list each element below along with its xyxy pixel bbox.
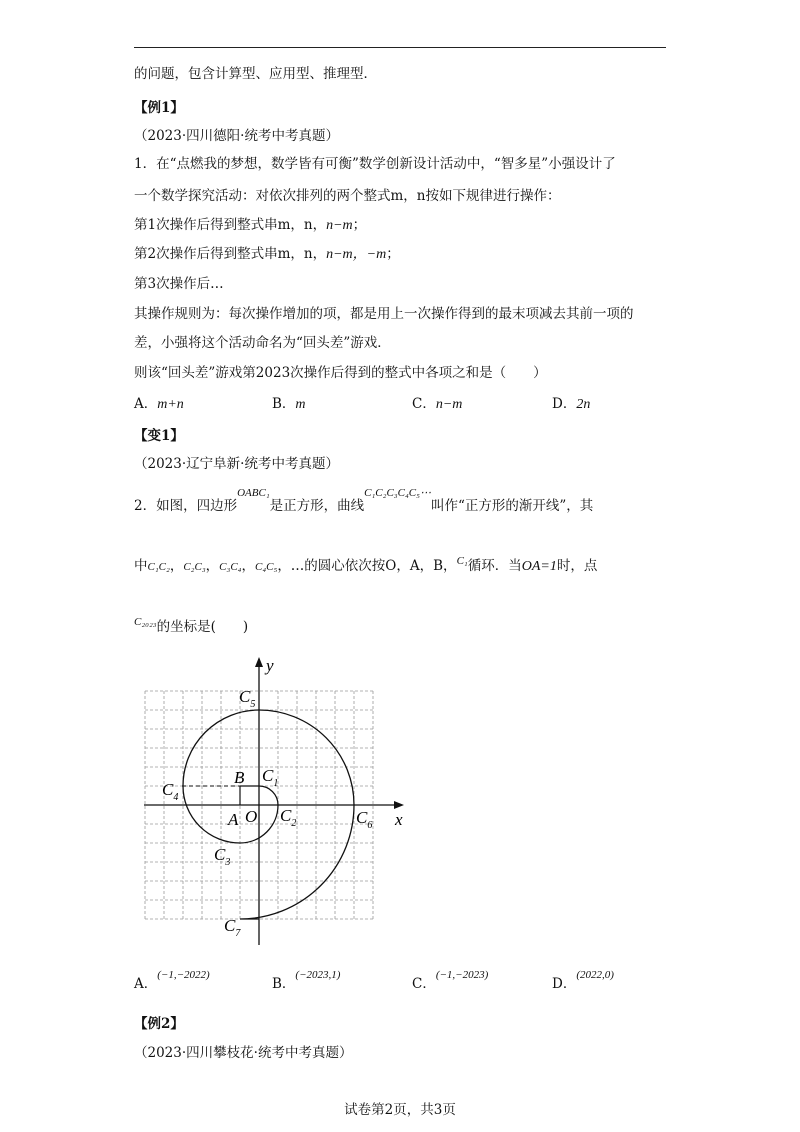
option-label: A． bbox=[134, 976, 158, 992]
q-suffix: 叫作“正方形的渐开线”，其 bbox=[430, 498, 594, 514]
option-label: C． bbox=[412, 396, 436, 412]
target-point: C₂₀₂₃ bbox=[134, 616, 157, 628]
variant1-option-b bbox=[272, 962, 341, 992]
example1-question-line2: 一个数学探究活动：对依次排列的两个整式m，n按如下规律进行操作： bbox=[134, 188, 561, 204]
label-c4: $C_4$ bbox=[162, 780, 179, 803]
page-footer: 试卷第2页，共3页 bbox=[344, 1102, 456, 1118]
q-mid: 是正方形，曲线 bbox=[269, 498, 365, 514]
example1-source: （2023·四川德阳·统考中考真题） bbox=[134, 128, 339, 144]
target-suffix: 的坐标是( ) bbox=[156, 619, 249, 635]
step1-suffix: ； bbox=[352, 217, 367, 233]
y-axis-arrow bbox=[255, 657, 263, 667]
option-value: 2n bbox=[576, 397, 591, 412]
intro-line: 的问题，包含计算型、应用型、推理型． bbox=[134, 66, 377, 82]
involute-figure bbox=[134, 655, 404, 945]
example1-ask: 则该“回头差”游戏第2023次操作后得到的整式中各项之和是（ ） bbox=[134, 365, 547, 381]
arc-c4c5: C₄C₅ bbox=[254, 561, 278, 573]
step1-math: n−m bbox=[326, 218, 353, 233]
option-value: m+n bbox=[157, 397, 184, 412]
cycle-text: 循环．当 bbox=[467, 558, 522, 574]
arc-c1c2: C₁C₂ bbox=[147, 561, 170, 573]
example1-rule-line1: 其操作规则为：每次操作增加的项，都是用上一次操作得到的最末项减去其前一项的 bbox=[134, 306, 634, 322]
option-value: n−m bbox=[435, 397, 463, 412]
header-rule bbox=[134, 47, 666, 48]
label-a: A bbox=[228, 810, 239, 829]
step2-suffix: ； bbox=[386, 246, 400, 262]
example1-option-d bbox=[552, 392, 590, 413]
label-b: B bbox=[234, 768, 245, 787]
label-c5: $C_5$ bbox=[239, 687, 256, 710]
arc-c3c4: C₃C₄ bbox=[219, 561, 242, 573]
label-c7: $C_7$ bbox=[224, 916, 241, 939]
y-axis-label: y bbox=[266, 656, 274, 675]
step2-math: n−m，−m bbox=[326, 247, 387, 262]
option-value: m bbox=[295, 397, 306, 412]
c1-symbol: C₁ bbox=[456, 555, 468, 567]
step2-prefix: 第2次操作后得到整式串m，n， bbox=[134, 246, 327, 262]
variant1-option-c bbox=[412, 962, 489, 992]
example1-rule-line2: 差，小强将这个活动命名为“回头差”游戏． bbox=[134, 335, 391, 351]
option-label: D． bbox=[552, 396, 577, 412]
label-c3: $C_3$ bbox=[214, 845, 231, 868]
when-suffix: 时，点 bbox=[556, 558, 598, 574]
variant1-option-d bbox=[552, 962, 614, 992]
label-o: O bbox=[245, 807, 258, 826]
option-value: (−1,−2022) bbox=[157, 969, 210, 981]
option-label: D． bbox=[552, 976, 577, 992]
x-axis-label: x bbox=[395, 810, 403, 829]
example1-tag: 【例1】 bbox=[134, 100, 184, 116]
variant1-question-line1 bbox=[134, 487, 594, 514]
x-axis-arrow bbox=[394, 801, 404, 809]
curve-name: C₁C₂C₃C₄C₅⋯ bbox=[364, 487, 431, 499]
example1-option-c bbox=[412, 392, 462, 413]
variant1-source: （2023·辽宁阜新·统考中考真题） bbox=[134, 456, 339, 472]
option-value: (−1,−2023) bbox=[435, 969, 489, 981]
variant1-option-a bbox=[134, 962, 210, 992]
label-c1: $C_1$ bbox=[262, 766, 279, 789]
arcs-suffix: ，…的圆心依次按O，A，B， bbox=[277, 558, 457, 574]
label-c6: $C_6$ bbox=[356, 808, 373, 831]
variant1-question-line2: 中C₁C₂，C₂C₃，C₃C₄，C₄C₅，…的圆心依次按O，A，B，$^{C_1}$循环．当OA=1时，点 bbox=[134, 555, 598, 574]
option-label: B． bbox=[272, 976, 296, 992]
example1-question-line1: 1．在“点燃我的梦想，数学皆有可衡”数学创新设计活动中，“智多星”小强设计了 bbox=[134, 156, 616, 172]
example1-step3: 第3次操作后… bbox=[134, 276, 224, 292]
option-label: C． bbox=[412, 976, 436, 992]
involute-curve bbox=[183, 710, 354, 919]
option-label: B． bbox=[272, 396, 296, 412]
variant1-question-line3 bbox=[134, 615, 248, 635]
square-name: OABC₁ bbox=[237, 487, 270, 499]
option-value: (−2023,1) bbox=[295, 969, 341, 981]
option-label: A． bbox=[134, 396, 158, 412]
example1-option-b bbox=[272, 392, 306, 413]
step1-prefix: 第1次操作后得到整式串m，n， bbox=[134, 217, 327, 233]
q-prefix: 2．如图，四边形 bbox=[134, 498, 238, 514]
example1-step2 bbox=[134, 242, 400, 263]
example2-source: （2023·四川攀枝花·统考中考真题） bbox=[134, 1045, 353, 1061]
arc-c2c3: C₂C₃ bbox=[183, 561, 206, 573]
arcs-prefix: 中 bbox=[134, 558, 148, 574]
example1-step1 bbox=[134, 213, 366, 234]
example1-option-a bbox=[134, 392, 184, 413]
example2-tag: 【例2】 bbox=[134, 1016, 184, 1032]
variant1-tag: 【变1】 bbox=[134, 428, 184, 444]
label-c2: $C_2$ bbox=[280, 806, 297, 829]
oa-equation: OA=1 bbox=[521, 559, 557, 574]
option-value: (2022,0) bbox=[576, 969, 614, 981]
